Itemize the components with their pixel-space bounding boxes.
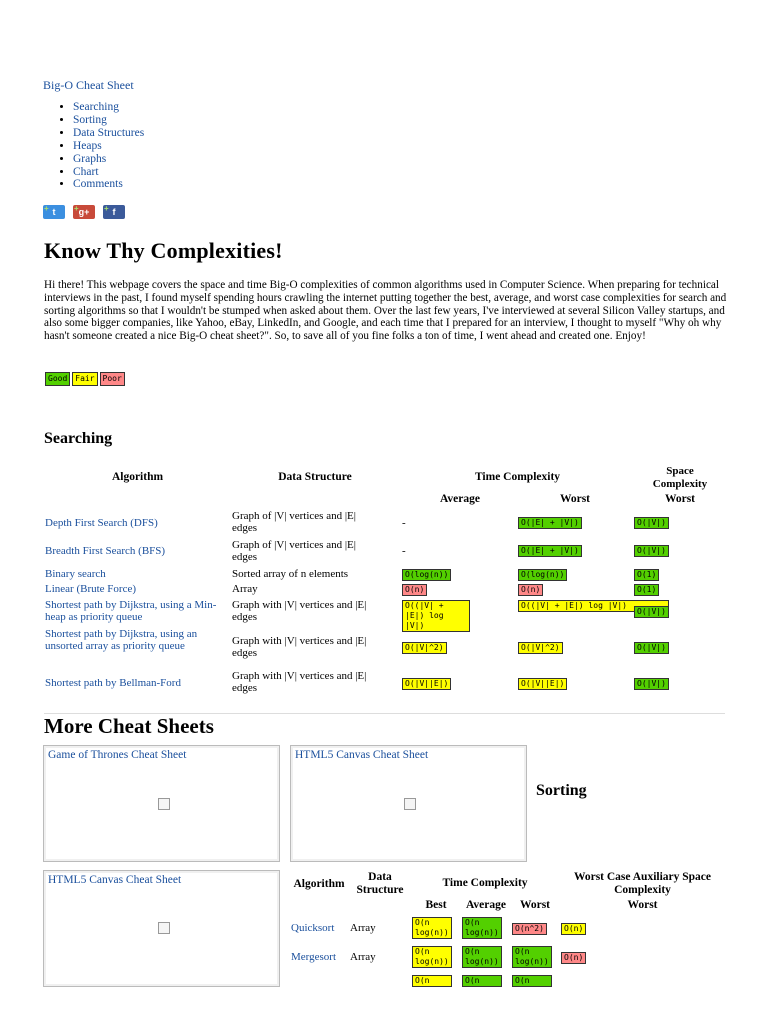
table-row-linear-space: O(1) — [634, 584, 659, 596]
table-of-contents — [58, 101, 144, 191]
cheat-sheet-card-canvas-2[interactable] — [43, 870, 280, 987]
sort-header-best: Best — [425, 899, 447, 911]
broken-image-icon — [158, 798, 170, 810]
table-row-binary-search-space: O(1) — [634, 569, 659, 581]
table-row-dijkstra-array-space: O(|V|) — [634, 642, 669, 654]
legend-good: Good — [45, 372, 70, 386]
table-row-dfs-worst: O(|E| + |V|) — [518, 517, 582, 529]
toc-item-searching[interactable]: • Searching — [73, 101, 144, 114]
table-row-dfs-space: O(|V|) — [634, 517, 669, 529]
sort-header-time: Time Complexity — [442, 877, 528, 889]
table-row-dfs-algorithm[interactable]: Depth First Search (DFS) — [45, 517, 158, 529]
table-row-linear-worst: O(n) — [518, 584, 543, 596]
table-row-bfs-algorithm[interactable]: Breadth First Search (BFS) — [45, 545, 166, 557]
table-row-mergesort-worst: O(n log(n)) — [512, 946, 552, 968]
table-row-quicksort-space: O(n) — [561, 923, 586, 935]
table-row-linear-avg: O(n) — [402, 584, 427, 596]
toc-item-data-structures[interactable]: • Data Structures — [73, 127, 144, 140]
table-row-binary-search-ds: Sorted array of n elements — [232, 568, 349, 580]
table-row-dijkstra-heap-space: O(|V|) — [634, 606, 669, 618]
table-row-quicksort-ds: Array — [350, 922, 376, 934]
cheat-sheet-card-title[interactable]: Game of Thrones Cheat Sheet — [48, 749, 187, 761]
sort-header-data-structure: Data Structure — [356, 871, 404, 896]
cheat-sheet-card-title[interactable]: HTML5 Canvas Cheat Sheet — [295, 749, 429, 761]
searching-heading: Searching — [44, 430, 113, 447]
cheat-sheet-card-got[interactable] — [43, 745, 280, 862]
table-row-dfs-avg: - — [402, 517, 406, 529]
facebook-share-icon[interactable]: + f — [103, 205, 125, 219]
table-row-dijkstra-array-worst: O(|V|^2) — [518, 642, 563, 654]
table-row-mergesort-best: O(n log(n)) — [412, 946, 452, 968]
table-row-dijkstra-heap-worst: O((|V| + |E|) log |V|) — [518, 600, 669, 612]
sort-header-average: Average — [465, 899, 506, 911]
table-row-bellman-ford-algorithm[interactable]: Shortest path by Bellman-Ford — [45, 677, 181, 689]
table-row-dijkstra-array-avg: O(|V|^2) — [402, 642, 447, 654]
table-row-bellman-ford-avg: O(|V||E|) — [402, 678, 451, 690]
complexity-legend — [45, 372, 125, 386]
table-row-binary-search-avg: O(log(n)) — [402, 569, 451, 581]
intro-paragraph: Hi there! This webpage covers the space and time Big-O complexities of common algorithms used in Computer Science. When preparing for technical interviews in the past, I found myself spending hours crawling the internet putting together the best, average, and worst case complexities for search and sorting algorithms so that I wouldn't be stumped when asked about them. Over the last few years, I've interviewed at several Silicon Valley startups, and also some bigger companies, like Yahoo, eBay, LinkedIn, and Google, and each time that I prepared for an interview, I thought to myself "Why oh why hasn't someone created a nice Big-O cheat sheet?". So, to save all of you fine folks a ton of time, I went ahead and created one. Enjoy! — [44, 279, 727, 343]
cheat-sheet-card-title[interactable]: HTML5 Canvas Cheat Sheet — [48, 874, 182, 886]
table-row-dijkstra-heap-avg: O((|V| + |E|) log |V|) — [402, 600, 470, 632]
table-row-mergesort-space: O(n) — [561, 952, 586, 964]
search-header-algorithm: Algorithm — [111, 471, 164, 483]
toc-item-graphs[interactable]: • Graphs — [73, 153, 144, 166]
toc-item-heaps[interactable]: • Heaps — [73, 140, 144, 153]
broken-image-icon — [404, 798, 416, 810]
sort-header-algorithm: Algorithm — [293, 878, 345, 890]
toc-item-comments[interactable]: • Comments — [73, 178, 144, 191]
table-row-binary-search-worst: O(log(n)) — [518, 569, 567, 581]
toc-item-chart[interactable]: • Chart — [73, 166, 144, 179]
sort-header-space-worst: Worst — [627, 899, 658, 911]
search-header-average: Average — [439, 493, 480, 505]
table-row-partial-average: O(n — [462, 975, 502, 987]
google-plus-share-icon[interactable]: + g+ — [73, 205, 95, 219]
more-cheat-sheets-heading: More Cheat Sheets — [44, 714, 214, 738]
search-header-space: Space Complexity — [652, 465, 708, 490]
table-row-dijkstra-heap-algorithm[interactable]: Shortest path by Dijkstra, using a Min-heap as priority queue — [45, 599, 217, 623]
broken-image-icon — [158, 922, 170, 934]
table-row-bfs-space: O(|V|) — [634, 545, 669, 557]
toc-item-sorting[interactable]: • Sorting — [73, 114, 144, 127]
table-row-mergesort-ds: Array — [350, 951, 376, 963]
table-row-bellman-ford-space: O(|V|) — [634, 678, 669, 690]
table-row-partial-best: O(n — [412, 975, 452, 987]
table-row-dijkstra-array-ds: Graph with |V| vertices and |E| edges — [232, 635, 367, 659]
cheat-sheet-card-canvas-1[interactable] — [290, 745, 527, 862]
table-row-bellman-ford-ds: Graph with |V| vertices and |E| edges — [232, 670, 367, 694]
table-row-quicksort-worst: O(n^2) — [512, 923, 547, 935]
table-row-quicksort-algorithm[interactable]: Quicksort — [291, 922, 335, 934]
table-row-dijkstra-array-algorithm[interactable]: Shortest path by Dijkstra, using an unsorted array as priority queue — [45, 628, 198, 652]
table-row-partial-worst: O(n — [512, 975, 552, 987]
table-row-bellman-ford-worst: O(|V||E|) — [518, 678, 567, 690]
table-row-linear-algorithm[interactable]: Linear (Brute Force) — [45, 583, 137, 595]
table-row-dijkstra-heap-ds: Graph with |V| vertices and |E| edges — [232, 599, 367, 623]
search-header-space-worst: Worst — [664, 493, 696, 505]
search-header-worst: Worst — [559, 493, 591, 505]
legend-poor: Poor — [100, 372, 125, 386]
table-row-bfs-ds: Graph of |V| vertices and |E| edges — [232, 539, 356, 563]
sort-header-worst: Worst — [519, 899, 551, 911]
table-row-mergesort-algorithm[interactable]: Mergesort — [291, 951, 337, 963]
sorting-heading: Sorting — [536, 782, 587, 799]
table-row-bfs-worst: O(|E| + |V|) — [518, 545, 582, 557]
table-row-quicksort-best: O(n log(n)) — [412, 917, 452, 939]
table-row-binary-search-algorithm[interactable]: Binary search — [45, 568, 106, 580]
page-title: Know Thy Complexities! — [44, 238, 283, 263]
table-row-dfs-ds: Graph of |V| vertices and |E| edges — [232, 510, 356, 534]
search-header-time: Time Complexity — [474, 471, 561, 483]
table-row-bfs-avg: - — [402, 545, 406, 557]
social-share-bar — [43, 205, 125, 219]
legend-fair: Fair — [72, 372, 97, 386]
search-header-data-structure: Data Structure — [278, 471, 352, 483]
table-row-linear-ds: Array — [232, 583, 258, 595]
sort-header-space: Worst Case Auxiliary Space Complexity — [573, 871, 712, 896]
twitter-share-icon[interactable]: + t — [43, 205, 65, 219]
table-row-quicksort-average: O(n log(n)) — [462, 917, 502, 939]
table-row-mergesort-average: O(n log(n)) — [462, 946, 502, 968]
cheat-sheet-title-link[interactable]: Big-O Cheat Sheet — [43, 78, 134, 92]
